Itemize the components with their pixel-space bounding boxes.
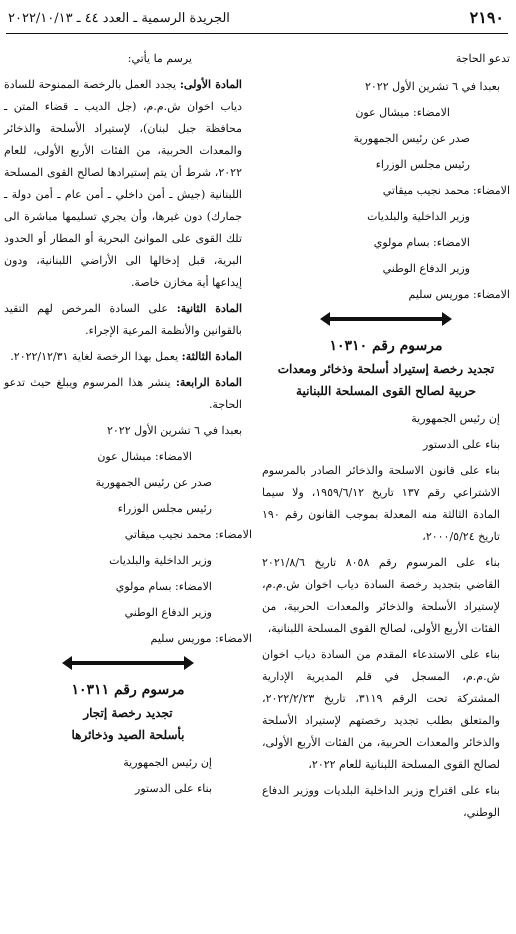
defense-title: وزير الدفاع الوطني [124,606,212,619]
recital-paragraph: بناء على المرسوم رقم ٨٠٥٨ تاريخ ٢٠٢١/٨/٦ القاضي بتجديد رخصة السادة دياب اخوان ش.م.م، لإستيراد الأسلحة والذخائر والمعدات الحربية، من الفئات الأربع الأولى، لصالح القوى المسلحة اللبنانية، [262,556,501,635]
president-line: إن رئيس الجمهورية [123,756,212,769]
decree-title: مرسوم رقم ١٠٣١٠ [329,338,443,354]
signature-pm: الامضاء: محمد نجيب ميقاتي [124,528,252,541]
decree-heading [4,678,252,746]
intro-end: تدعو الحاجة [455,52,510,65]
constitution-line: بناء على الدستور [423,438,500,451]
signature-president: الامضاء: ميشال عون [355,106,450,119]
decree-subtitle-1: تجديد رخصة إتجار [83,706,173,720]
constitution-line: بناء على الدستور [135,782,212,795]
date-line: بعبدا في ٦ تشرين الأول ٢٠٢٢ [364,80,500,93]
article-text: يعمل بهذا الرخصة لغاية ٢٠٢٢/١٢/٣١. [10,350,179,363]
recital-paragraph: بناء على الاستدعاء المقدم من السادة دياب اخوان ش.م.م، المسجل في قلم المديرية الإدارية المشتركة تحت الرقم ٣١١٩، تاريخ ٢٠٢٢/٢/٢٣، والمتعلق بطلب تجديد رخصتهم لإستيراد الأسلحة والذخائر والمعدات الحربية، من الفئات الأربع الأولى، لصالح القوى المسلحة اللبنانية للعام ٢٠٢٢، [262,648,500,771]
president-line: إن رئيس الجمهورية [411,412,500,425]
article-3 [4,346,252,368]
article-text: يجدد العمل بالرخصة الممنوحة للسادة دياب اخوان ش.م.م، (جل الديب ـ قضاء المتن ـ محافظة جبل لبنان)، لإستيراد الأسلحة والذخائر والمعدات الحربية، من الفئات الأربع الأولى، للعام ٢٠٢٢، شرط أن يتم إستيرادها لصالح القوى المسلحة اللبنانية (جيش ـ أمن داخلي ـ أمن عام ـ أمن دولة ـ جمارك) دون غيرها، وأن يجري تسليمها مباشرة الى تلك القوى على الموانئ البحرية أو المطار أو الحدود البرية، قبل إدخالها الى الأراضي اللبنانية، ودون إيداعها أية مخازن خاصة. [4,78,242,289]
section-divider [68,656,188,670]
gazette-info: الجريدة الرسمية ـ العدد ٤٤ ـ ٢٠٢٢/١٠/١٣ [8,11,230,26]
article-text: ينشر هذا المرسوم ويبلغ حيث تدعو الحاجة. [4,376,242,411]
defense-title: وزير الدفاع الوطني [382,262,470,275]
article-text: على السادة المرخص لهم التقيد بالقوانين والأنظمة المرعية الإجراء. [4,302,242,337]
article-1 [4,74,252,294]
signature-defense: الامضاء: موريس سليم [150,632,252,645]
decree-title: مرسوم رقم ١٠٣١١ [71,682,185,698]
decree-subtitle-1: تجديد رخصة إستيراد أسلحة وذخائر ومعدات [277,362,495,376]
recital-paragraph: بناء على قانون الاسلحة والذخائر الصادر بالمرسوم الاشتراعي رقم ١٣٧ تاريخ ١٩٥٩/٦/١٢، ولا سيما المادة الثالثة منه المعدلة بموجب القانون رقم ١٩٠ تاريخ ٢٠٠٠/٥/٢٤، [262,464,500,543]
article-label: المادة الثالثة: [181,350,242,363]
page-header [6,8,508,34]
decree-heading [262,334,510,402]
right-column [262,48,510,828]
left-column [4,48,252,804]
article-label: المادة الثانية: [176,302,243,315]
article-label: المادة الرابعة: [175,376,242,389]
decrees-line: يرسم ما يأتي: [127,52,192,65]
article-4 [4,372,252,416]
signature-interior: الامضاء: بسام مولوي [373,236,470,249]
signature-interior: الامضاء: بسام مولوي [115,580,212,593]
issued-by: صدر عن رئيس الجمهورية [353,132,470,145]
article-label: المادة الأولى: [179,78,242,91]
decree-subtitle-2: بأسلحة الصيد وذخائرها [71,728,185,742]
page-number: ٢١٩٠ [469,8,504,27]
pm-title: رئيس مجلس الوزراء [117,502,212,515]
recital-paragraph: بناء على اقتراح وزير الداخلية البلديات ووزير الدفاع الوطني، [262,784,500,819]
interior-title: وزير الداخلية والبلديات [367,210,470,223]
signature-pm: الامضاء: محمد نجيب ميقاتي [382,184,510,197]
interior-title: وزير الداخلية والبلديات [109,554,212,567]
decree-subtitle-2: حربية لصالح القوى المسلحة اللبنانية [296,384,476,398]
date-line: بعبدا في ٦ تشرين الأول ٢٠٢٢ [106,424,242,437]
article-2 [4,298,252,342]
signature-defense: الامضاء: موريس سليم [408,288,510,301]
signature-president: الامضاء: ميشال عون [97,450,192,463]
pm-title: رئيس مجلس الوزراء [375,158,470,171]
section-divider [326,312,446,326]
issued-by: صدر عن رئيس الجمهورية [95,476,212,489]
